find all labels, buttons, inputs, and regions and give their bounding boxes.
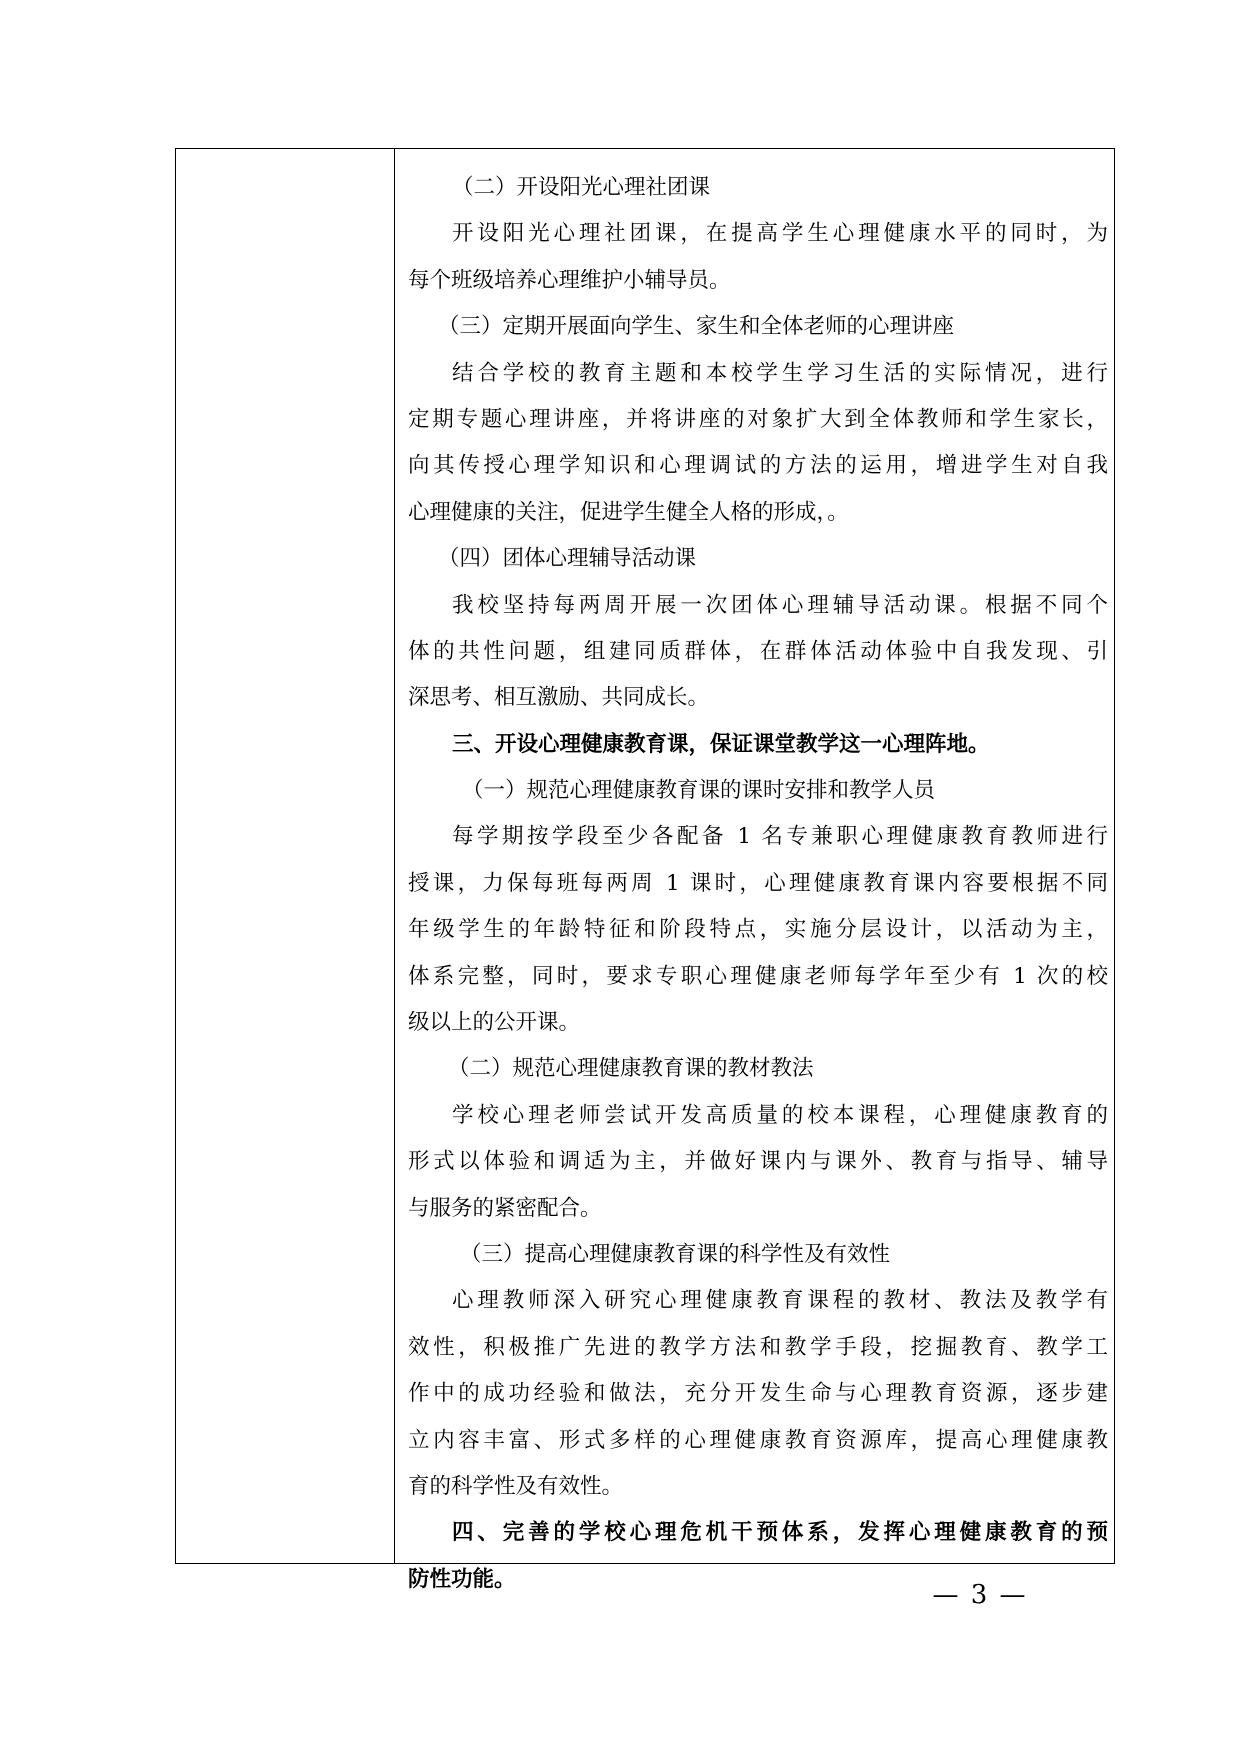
paragraph-line: 授课，力保每班每两周 1 课时，心理健康教育课内容要根据不同 <box>408 870 1108 896</box>
paragraph-line: （二）开设阳光心理社团课 <box>452 175 711 200</box>
section-heading-line: 防性功能。 <box>408 1566 516 1592</box>
section-heading-line: 四、完善的学校心理危机干预体系，发挥心理健康教育的预 <box>452 1520 1108 1546</box>
paragraph-line: （一）规范心理健康教育课的课时安排和教学人员 <box>462 778 936 804</box>
section-heading-line: 三、开设心理健康教育课，保证课堂教学这一心理阵地。 <box>452 731 990 757</box>
paragraph-line: 级以上的公开课。 <box>408 1010 581 1036</box>
paragraph-line: 深思考、相互激励、共同成长。 <box>408 685 710 711</box>
paragraph-line: 学校心理老师尝试开发高质量的校本课程，心理健康教育的 <box>452 1102 1108 1128</box>
content-table <box>175 148 1115 1592</box>
table-content-cell <box>408 165 1108 1603</box>
paragraph-line: （三）定期开展面向学生、家生和全体老师的心理讲座 <box>438 314 955 340</box>
paragraph-line: （二）规范心理健康教育课的教材教法 <box>448 1056 814 1082</box>
table-left-cell <box>176 149 394 1563</box>
paragraph-line: （三）提高心理健康教育课的科学性及有效性 <box>460 1241 891 1267</box>
paragraph-line: 效性，积极推广先进的教学方法和教学手段，挖掘教育、教学工 <box>408 1334 1108 1360</box>
paragraph-line: 育的科学性及有效性。 <box>408 1473 624 1499</box>
paragraph-line: 体系完整，同时，要求专职心理健康老师每学年至少有 1 次的校 <box>408 963 1108 989</box>
column-divider <box>394 149 395 1563</box>
paragraph-line: 开设阳光心理社团课，在提高学生心理健康水平的同时，为 <box>452 221 1108 247</box>
paragraph-line: 与服务的紧密配合。 <box>408 1195 602 1221</box>
paragraph-line: （四）团体心理辅导活动课 <box>438 546 697 572</box>
paragraph-line: 定期专题心理讲座，并将讲座的对象扩大到全体教师和学生家长， <box>408 406 1108 432</box>
paragraph-line: 向其传授心理学知识和心理调试的方法的运用，增进学生对自我 <box>408 453 1108 479</box>
paragraph-line: 结合学校的教育主题和本校学生学习生活的实际情况，进行 <box>452 360 1108 386</box>
paragraph-line: 作中的成功经验和做法，充分开发生命与心理教育资源，逐步建 <box>408 1381 1108 1407</box>
paragraph-line: 形式以体验和调适为主，并做好课内与课外、教育与指导、辅导 <box>408 1149 1108 1175</box>
paragraph-line: 年级学生的年龄特征和阶段特点，实施分层设计，以活动为主， <box>408 917 1108 943</box>
paragraph-line: 心理教师深入研究心理健康教育课程的教材、教法及教学有 <box>452 1288 1108 1314</box>
paragraph-line: 我校坚持每两周开展一次团体心理辅导活动课。根据不同个 <box>452 592 1108 618</box>
paragraph-line: 立内容丰富、形式多样的心理健康教育资源库，提高心理健康教 <box>408 1427 1108 1453</box>
paragraph-line: 心理健康的关注，促进学生健全人格的形成，。 <box>408 499 849 525</box>
paragraph-line: 体的共性问题，组建同质群体，在群体活动体验中自我发现、引 <box>408 638 1108 664</box>
page-number: — 3 — <box>932 1580 1028 1610</box>
paragraph-line: 每学期按学段至少各配备 1 名专兼职心理健康教育教师进行 <box>452 824 1108 850</box>
paragraph-line: 每个班级培养心理维护小辅导员。 <box>408 267 731 293</box>
